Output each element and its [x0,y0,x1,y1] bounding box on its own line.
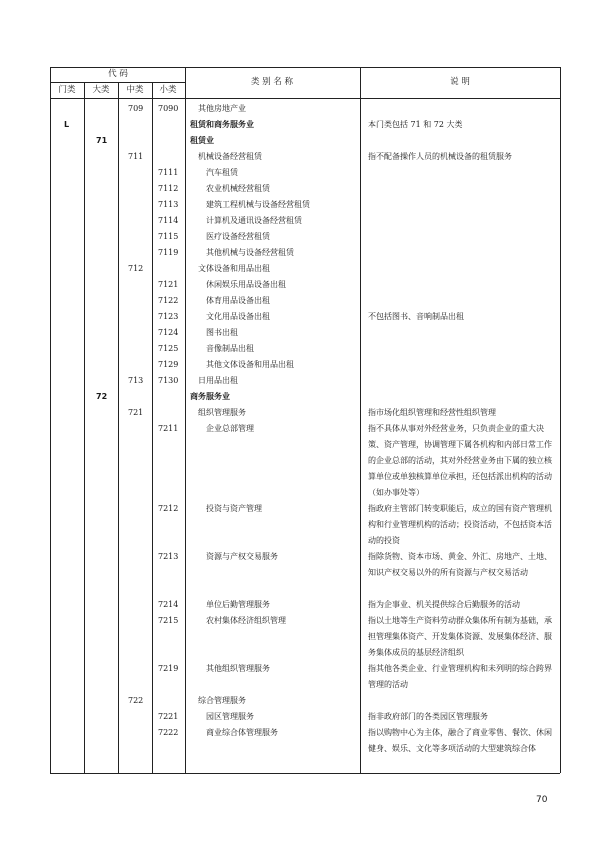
xiaolei-code: 7125 [158,344,179,353]
category-name: 其他房地产业 [198,104,246,113]
zhonglei-code: 709 [128,104,144,113]
table-row [50,165,560,181]
zhonglei-code: 722 [128,696,144,705]
table-row [50,149,560,165]
category-name: 租赁和商务服务业 [190,120,254,129]
menlei-code: L [64,120,70,129]
xiaolei-code: 7113 [158,200,179,209]
zhonglei-code: 712 [128,264,144,273]
xiaolei-code: 7221 [158,712,179,721]
category-name: 计算机及通讯设备经营租赁 [206,216,302,225]
xiaolei-code: 7114 [158,216,179,225]
header-xiaolei: 小类 [159,85,177,95]
table-row [50,421,560,501]
table-row [50,357,560,373]
table-row [50,661,560,693]
header-code: 代 码 [108,69,128,79]
dalei-code: 72 [96,392,108,401]
category-name: 单位后勤管理服务 [206,600,270,609]
category-explanation: 指其他各类企业、行业管理机构和未列明的综合跨界管理的活动 [368,664,552,689]
category-name: 休闲娱乐用品设备出租 [206,280,286,289]
category-name: 建筑工程机械与设备经营租赁 [206,200,310,209]
xiaolei-code: 7115 [158,232,179,241]
category-explanation: 指不具体从事对外经营业务，只负责企业的重大决策、资产管理，协调管理下属各机构和内部日常工作的企业总部的活动，其对外经营业务由下属的独立核算单位或单独核算单位承担，还包括派出机构的活动（如办事处等） [368,424,552,497]
table-row [50,197,560,213]
zhonglei-code: 721 [128,408,144,417]
table-row [50,341,560,357]
table-row [50,133,560,149]
category-explanation: 指不配备操作人员的机械设备的租赁服务 [368,152,512,161]
page-number: 70 [536,795,548,805]
table-row [50,309,560,325]
category-name: 其他组织管理服务 [206,664,270,673]
table-row [50,709,560,725]
header-menlei: 门类 [58,85,76,95]
header-zhonglei: 中类 [126,85,144,95]
xiaolei-code: 7124 [158,328,179,337]
category-explanation: 指以土地等生产资料劳动群众集体所有制为基础，承担管理集体资产、开发集体资源、发展集体经济、服务集体成员的基层经济组织 [368,616,552,657]
xiaolei-code: 7219 [158,664,179,673]
category-name: 企业总部管理 [206,424,254,433]
category-name: 综合管理服务 [198,696,246,705]
xiaolei-code: 7121 [158,280,179,289]
category-name: 汽车租赁 [206,168,238,177]
table-row [50,261,560,277]
category-name: 其他文体设备和用品出租 [206,360,294,369]
category-name: 图书出租 [206,328,238,337]
table-row [50,693,560,709]
xiaolei-code: 7212 [158,504,179,513]
table-row [50,501,560,549]
category-name: 体育用品设备出租 [206,296,270,305]
table-row [50,229,560,245]
category-name: 医疗设备经营租赁 [206,232,270,241]
category-name: 投资与资产管理 [206,504,262,513]
table-row [50,101,560,117]
table-row [50,293,560,309]
category-name: 农村集体经济组织管理 [206,616,286,625]
xiaolei-code: 7112 [158,184,179,193]
category-name: 农业机械经营租赁 [206,184,270,193]
category-name: 机械设备经营租赁 [198,152,262,161]
xiaolei-code: 7214 [158,600,179,609]
category-name: 商业综合体管理服务 [206,728,278,737]
zhonglei-code: 711 [128,152,144,161]
classification-table [50,67,560,773]
category-name: 音像制品出租 [206,344,254,353]
xiaolei-code: 7130 [158,376,179,385]
dalei-code: 71 [96,136,108,145]
table-row [50,373,560,389]
xiaolei-code: 7123 [158,312,179,321]
table-row [50,405,560,421]
table-row [50,117,560,133]
xiaolei-code: 7090 [158,104,179,113]
table-row [50,597,560,613]
xiaolei-code: 7111 [158,168,179,177]
table-row [50,277,560,293]
category-explanation: 指市场化组织管理和经营性组织管理 [368,408,496,417]
category-explanation: 本门类包括 71 和 72 大类 [368,120,463,129]
table-row [50,725,560,773]
category-explanation: 指以购物中心为主体，融合了商业零售、餐饮、休闲健身、娱乐、文化等多项活动的大型建筑综合体 [368,728,552,753]
xiaolei-code: 7215 [158,616,179,625]
table-row [50,389,560,405]
table-row [50,245,560,261]
header-category-name: 类 别 名 称 [250,77,294,87]
xiaolei-code: 7119 [158,248,179,257]
zhonglei-code: 713 [128,376,144,385]
category-name: 园区管理服务 [206,712,254,721]
header-dalei: 大类 [92,85,110,95]
xiaolei-code: 7222 [158,728,179,737]
table-row [50,213,560,229]
category-name: 其他机械与设备经营租赁 [206,248,294,257]
table-row [50,181,560,197]
header-explanation: 说 明 [450,77,470,87]
table-row [50,613,560,661]
category-name: 文体设备和用品出租 [198,264,270,273]
category-name: 资源与产权交易服务 [206,552,278,561]
table-row [50,549,560,597]
category-name: 租赁业 [190,136,214,145]
category-explanation: 指除货物、资本市场、黄金、外汇、房地产、土地、知识产权交易以外的所有资源与产权交易活动 [368,552,552,577]
category-name: 日用品出租 [198,376,238,385]
xiaolei-code: 7122 [158,296,179,305]
xiaolei-code: 7129 [158,360,179,369]
category-explanation: 指非政府部门的各类园区管理服务 [368,712,488,721]
category-explanation: 指政府主管部门转变职能后，成立的国有资产管理机构和行业管理机构的活动；投资活动，不包括资本活动的投资 [368,504,552,545]
category-explanation: 指为企事业、机关提供综合后勤服务的活动 [368,600,520,609]
table-row [50,325,560,341]
xiaolei-code: 7213 [158,552,179,561]
category-name: 商务服务业 [190,392,230,401]
category-name: 组织管理服务 [198,408,246,417]
category-explanation: 不包括图书、音响制品出租 [368,312,464,321]
xiaolei-code: 7211 [158,424,179,433]
category-name: 文化用品设备出租 [206,312,270,321]
